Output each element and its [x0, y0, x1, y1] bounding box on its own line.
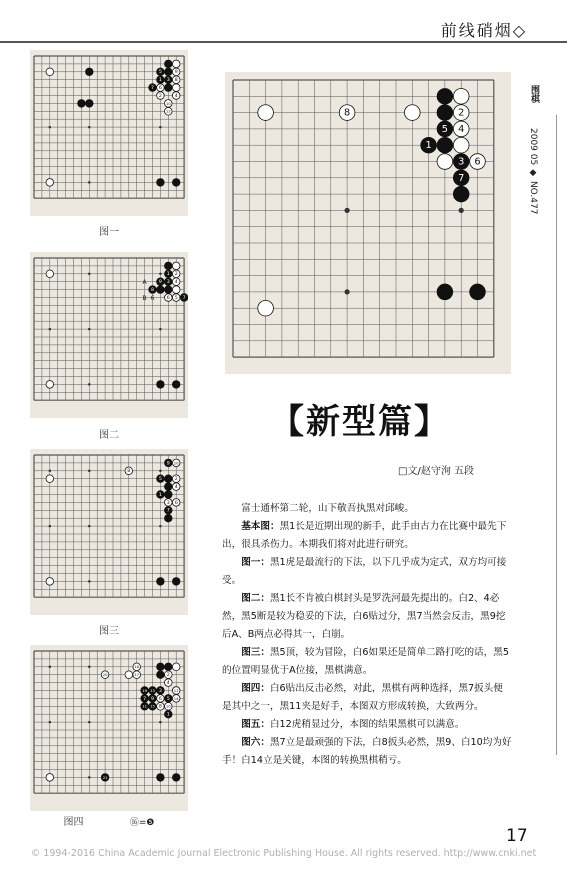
black-stone: [437, 137, 453, 153]
star-point: [88, 181, 91, 184]
white-stone: [404, 105, 420, 121]
byline: □文/赵守洵 五段: [398, 466, 474, 477]
stone-move-number: 7: [143, 696, 147, 702]
black-stone: [172, 774, 180, 782]
stone-move-number: 6: [174, 500, 178, 506]
main-figure-board: [225, 72, 511, 374]
black-stone: [172, 381, 180, 389]
stone-move-number: 3: [458, 156, 465, 168]
figure-4-caption: [30, 813, 188, 828]
header-title: 前线硝烟◇: [440, 21, 527, 40]
black-stone: [165, 475, 173, 483]
stone-move-number: 8: [158, 704, 162, 710]
stone-move-number: 8: [127, 469, 131, 475]
star-point: [88, 666, 91, 669]
black-stone: [165, 286, 173, 294]
star-point: [159, 328, 162, 331]
stone-move-number: 13: [150, 687, 155, 693]
stone-move-number: 2: [458, 107, 465, 119]
header-divider: [0, 41, 567, 43]
stone-move-number: 3: [166, 78, 170, 84]
stone-move-number: 2: [174, 272, 178, 278]
stone-move-number: 2: [158, 93, 162, 99]
stone-move-number: 9: [158, 280, 162, 286]
stone-move-number: 6: [158, 696, 162, 702]
white-stone: [172, 663, 180, 671]
figure-1-caption: 图一: [99, 227, 119, 238]
black-stone: [157, 774, 165, 782]
stone-move-number: 4: [174, 280, 178, 286]
black-stone: [165, 483, 173, 491]
stone-move-number: 5: [441, 123, 449, 135]
white-stone: [258, 300, 274, 316]
stone-move-number: 5: [166, 696, 170, 702]
black-stone: [157, 671, 165, 679]
star-point: [88, 580, 91, 583]
board-mark-label: A: [142, 279, 147, 287]
star-point: [88, 470, 91, 473]
figure-2-board: [30, 252, 188, 418]
stone-move-number: 3: [158, 688, 162, 694]
stone-move-number: 12: [165, 108, 171, 114]
stone-move-number: 15: [150, 703, 155, 709]
stone-move-number: 4: [458, 123, 465, 135]
black-stone: [172, 179, 180, 187]
figure-1: [30, 50, 188, 216]
stone-move-number: 3: [166, 280, 170, 286]
main-figure: [225, 72, 511, 374]
star-point: [344, 289, 349, 294]
black-stone: [165, 514, 173, 522]
white-stone: [46, 68, 54, 76]
figure-1-board: [30, 50, 188, 216]
stone-move-number: 8: [150, 288, 155, 294]
figure-4: [30, 645, 188, 811]
section-title: 【新型篇】: [270, 402, 450, 442]
stone-move-number: 1: [158, 492, 162, 498]
stone-move-number: 1: [158, 78, 162, 84]
page-number: 17: [506, 826, 528, 846]
stone-move-number: 4: [166, 681, 170, 687]
stone-move-number: 10: [165, 703, 171, 709]
white-stone: [46, 475, 54, 483]
stone-move-number: 2: [174, 477, 178, 483]
article-intro: 富士通杯第二轮，山下敬吾执黑对邱峻。: [241, 503, 414, 514]
figure-3-board: [30, 449, 188, 615]
figure-3: [30, 449, 188, 615]
star-point: [49, 126, 52, 129]
article-body: [222, 500, 512, 770]
stone-move-number: 1: [425, 140, 432, 152]
stone-move-number: 6: [474, 156, 481, 168]
stone-move-number: 10: [173, 460, 179, 466]
star-point: [49, 666, 52, 669]
article-paragraph: 图三：黑5顶，较为冒险，白6如果还是简单二路打吃的话，黑5的位置明显优于A位接，黑棋满意。: [222, 647, 509, 676]
stone-move-number: 7: [458, 172, 465, 184]
black-stone: [172, 578, 180, 586]
figure-4-caption-text: 图四: [63, 817, 84, 828]
stone-move-number: 18: [134, 664, 140, 670]
star-point: [88, 383, 91, 386]
black-stone: [470, 284, 486, 300]
stone-move-number: 5: [158, 70, 162, 76]
black-stone: [157, 381, 165, 389]
star-point: [159, 470, 162, 473]
black-stone: [165, 60, 173, 68]
white-stone: [172, 84, 180, 92]
black-stone: [437, 105, 453, 121]
stone-move-number: 3: [166, 500, 170, 506]
white-stone: [437, 154, 453, 170]
figure-4-note: ⑯=❺: [129, 818, 155, 828]
star-point: [159, 525, 162, 528]
black-stone: [78, 100, 86, 108]
stone-move-number: 10: [165, 100, 171, 106]
star-point: [159, 721, 162, 724]
stone-move-number: 9: [150, 696, 155, 702]
black-stone: [157, 286, 165, 294]
star-point: [88, 273, 91, 276]
figure-4-board: [30, 645, 188, 811]
star-point: [159, 126, 162, 129]
stone-move-number: 9: [166, 461, 170, 467]
stone-move-number: 11: [142, 703, 148, 709]
board-mark-label: 6: [150, 295, 155, 302]
stone-move-number: 14: [173, 695, 179, 701]
black-stone: [165, 68, 173, 76]
article-paragraph: 图六：黑7立是最顽强的下法，白8扳头必然，黑9、白10均为好手！白14立是关键，本图的转换黑棋稍亏。: [222, 737, 512, 766]
stone-move-number: 6: [166, 295, 170, 301]
black-stone: [86, 68, 94, 76]
article-paragraph: 基本图：黑1长是近期出现的新手，此手由古力在比赛中最先下出，很具杀伤力。本期我们将对此进行研究。: [222, 521, 507, 550]
stone-move-number: 7: [166, 508, 170, 514]
star-point: [459, 208, 464, 213]
article-paragraph: 图二：黑1长不肯被白棋封头是罗洗河最先提出的。白2、4必然，黑5断是较为稳妥的下法，白6贴过分，黑7当然会反击，黑9挖后A、B两点必得其一，白崩。: [222, 593, 506, 640]
star-point: [88, 525, 91, 528]
side-label-issue: 2009 05 ◆ NO.477: [528, 128, 538, 215]
black-stone: [165, 84, 173, 92]
star-point: [344, 208, 349, 213]
article-paragraph: 图四：白6贴出反击必然，对此，黑棋有两种选择，黑7扳头便是其中之一，黑11夹是好手，本图双方形成转换，大致两分。: [222, 683, 503, 712]
stone-move-number: 19: [142, 687, 148, 693]
white-stone: [453, 88, 469, 104]
black-stone: [165, 663, 173, 671]
board-mark-label: B: [142, 295, 147, 302]
black-stone: [86, 100, 94, 108]
stone-move-number: 20: [102, 672, 108, 678]
star-point: [49, 470, 52, 473]
white-stone: [46, 270, 54, 278]
star-point: [49, 525, 52, 528]
figure-2-caption: 图二: [99, 430, 119, 441]
figure-2: [30, 252, 188, 418]
white-stone: [46, 774, 54, 782]
stone-move-number: 5: [158, 477, 162, 483]
stone-move-number: 21: [102, 774, 108, 780]
black-stone: [157, 578, 165, 586]
side-label-main: 围棋: [529, 85, 539, 103]
star-point: [88, 776, 91, 779]
black-stone: [437, 284, 453, 300]
stone-move-number: 1: [166, 272, 170, 278]
stone-move-number: 5: [174, 295, 178, 301]
star-point: [49, 721, 52, 724]
black-stone: [165, 262, 173, 270]
stone-move-number: 6: [158, 86, 162, 92]
white-stone: [172, 286, 180, 294]
side-rule: [556, 115, 557, 755]
stone-move-number: 7: [150, 86, 155, 92]
stone-move-number: 9: [174, 70, 178, 76]
black-stone: [157, 663, 165, 671]
black-stone: [165, 491, 173, 499]
star-point: [88, 721, 91, 724]
stone-move-number: 2: [166, 673, 170, 679]
white-stone: [258, 105, 274, 121]
black-stone: [437, 88, 453, 104]
stone-move-number: 7: [182, 295, 186, 301]
star-point: [88, 126, 91, 129]
star-point: [88, 328, 91, 331]
stone-move-number: 4: [174, 93, 178, 99]
white-stone: [46, 179, 54, 187]
stone-move-number: 8: [343, 107, 351, 119]
white-stone: [46, 381, 54, 389]
article-paragraph: 图五：白12虎稍显过分，本图的结果黑棋可以满意。: [241, 719, 465, 730]
white-stone: [453, 137, 469, 153]
white-stone: [172, 60, 180, 68]
article-paragraph: 图一：黑1虎是最流行的下法，以下几乎成为定式，双方均可接受。: [222, 557, 507, 586]
stone-move-number: 12: [173, 687, 179, 693]
stone-move-number: 17: [134, 672, 140, 678]
star-point: [159, 273, 162, 276]
white-stone: [125, 671, 133, 679]
star-point: [49, 328, 52, 331]
white-stone: [46, 578, 54, 586]
stone-move-number: 1: [166, 712, 170, 718]
black-stone: [157, 179, 165, 187]
black-stone: [453, 186, 469, 202]
footer-copyright: © 1994-2016 China Academic Journal Electronic Publishing House. All rights reserved. http://www.cnki.net: [30, 848, 537, 859]
white-stone: [172, 262, 180, 270]
stone-move-number: 8: [174, 78, 178, 84]
figure-3-caption: 图三: [99, 626, 119, 637]
stone-move-number: 4: [174, 485, 178, 491]
